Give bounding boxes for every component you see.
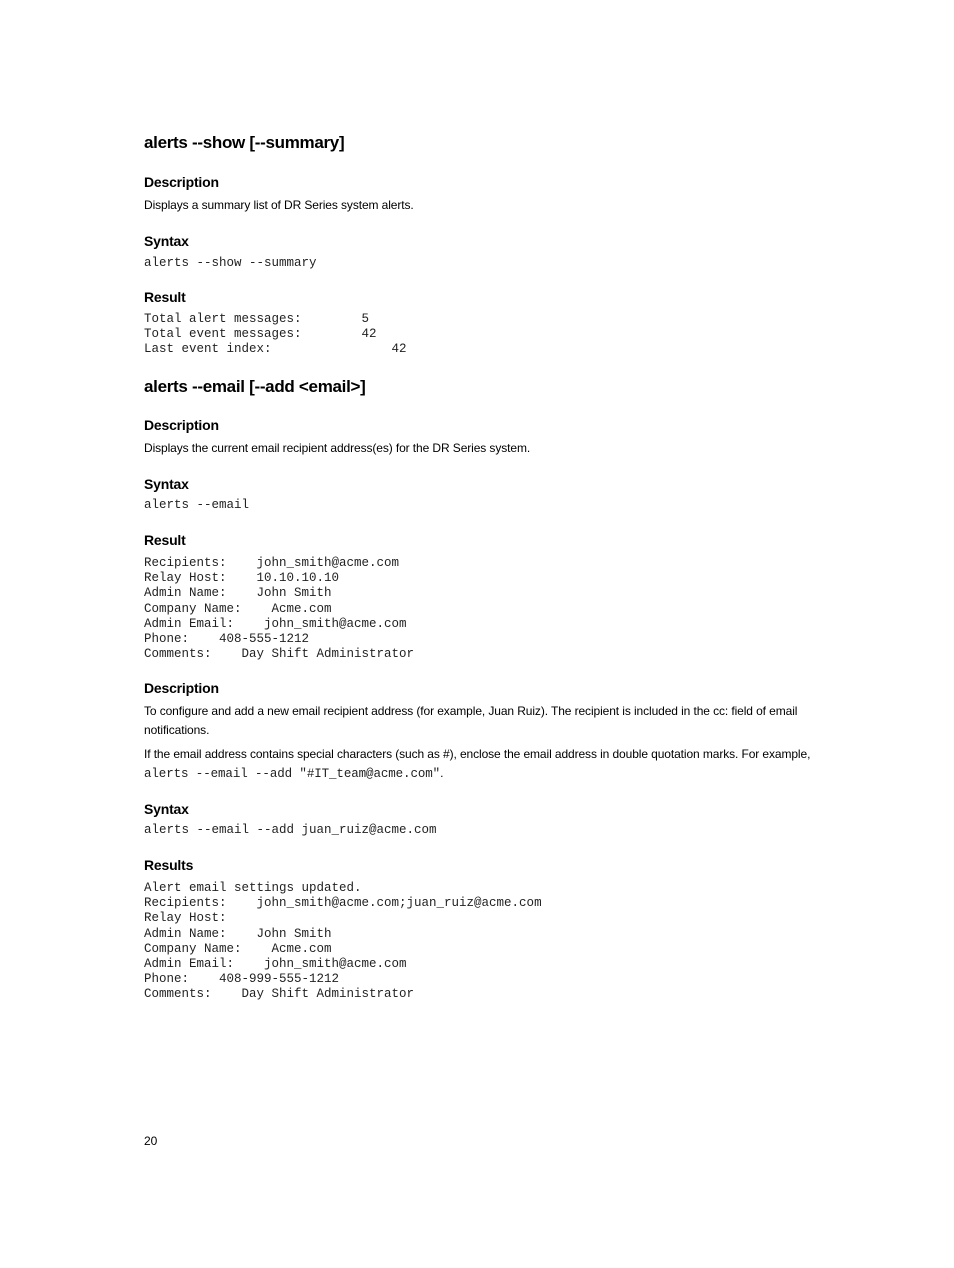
result-code: Recipients: john_smith@acme.com Relay Host: 10.10.10.10 Admin Name: John Smith Company Name: Acme.com Admin Email: john_smith@acme.com Phone: 408-555-1212 Comments: Day Shift Administrator <box>144 556 415 662</box>
description-text: Displays the current email recipient address(es) for the DR Series system. <box>144 441 531 455</box>
results-code: Alert email settings updated. Recipients: john_smith@acme.com;juan_ruiz@acme.com Relay Host: Admin Name: John Smith Company Name: Acme.com Admin Email: john_smith@acme.com Phone: 408-999-555-1212 Comments: Day Shift Administrator <box>144 881 542 1002</box>
result-heading: Result <box>144 289 186 305</box>
section-title-alerts-show: alerts --show [--summary] <box>144 133 345 152</box>
paragraph-text: . <box>440 766 444 780</box>
inline-code: alerts --email --add "#IT_team@acme.com" <box>144 767 441 781</box>
section-title-alerts-email: alerts --email [--add <email>] <box>144 377 366 396</box>
description-heading: Description <box>144 680 219 696</box>
result-code: Total alert messages: 5 Total event messages: 42 Last event index: 42 <box>144 312 407 357</box>
results-heading: Results <box>144 857 194 873</box>
description-paragraph: To configure and add a new email recipient address (for example, Juan Ruiz). The recipient is included in the cc: field of email notifications. <box>144 704 798 737</box>
paragraph-text: If the email address contains special characters (such as #), enclose the email address in double quotation marks. For example, <box>144 747 811 761</box>
syntax-heading: Syntax <box>144 476 189 492</box>
syntax-code: alerts --email <box>144 498 250 512</box>
syntax-heading: Syntax <box>144 801 189 817</box>
syntax-heading: Syntax <box>144 233 189 249</box>
result-heading: Result <box>144 532 186 548</box>
description-paragraph <box>144 745 844 784</box>
description-heading: Description <box>144 417 219 433</box>
syntax-code: alerts --show --summary <box>144 256 317 270</box>
page-number: 20 <box>144 1134 158 1148</box>
syntax-code: alerts --email --add juan_ruiz@acme.com <box>144 823 437 837</box>
description-heading: Description <box>144 174 219 190</box>
description-text: Displays a summary list of DR Series system alerts. <box>144 198 414 212</box>
